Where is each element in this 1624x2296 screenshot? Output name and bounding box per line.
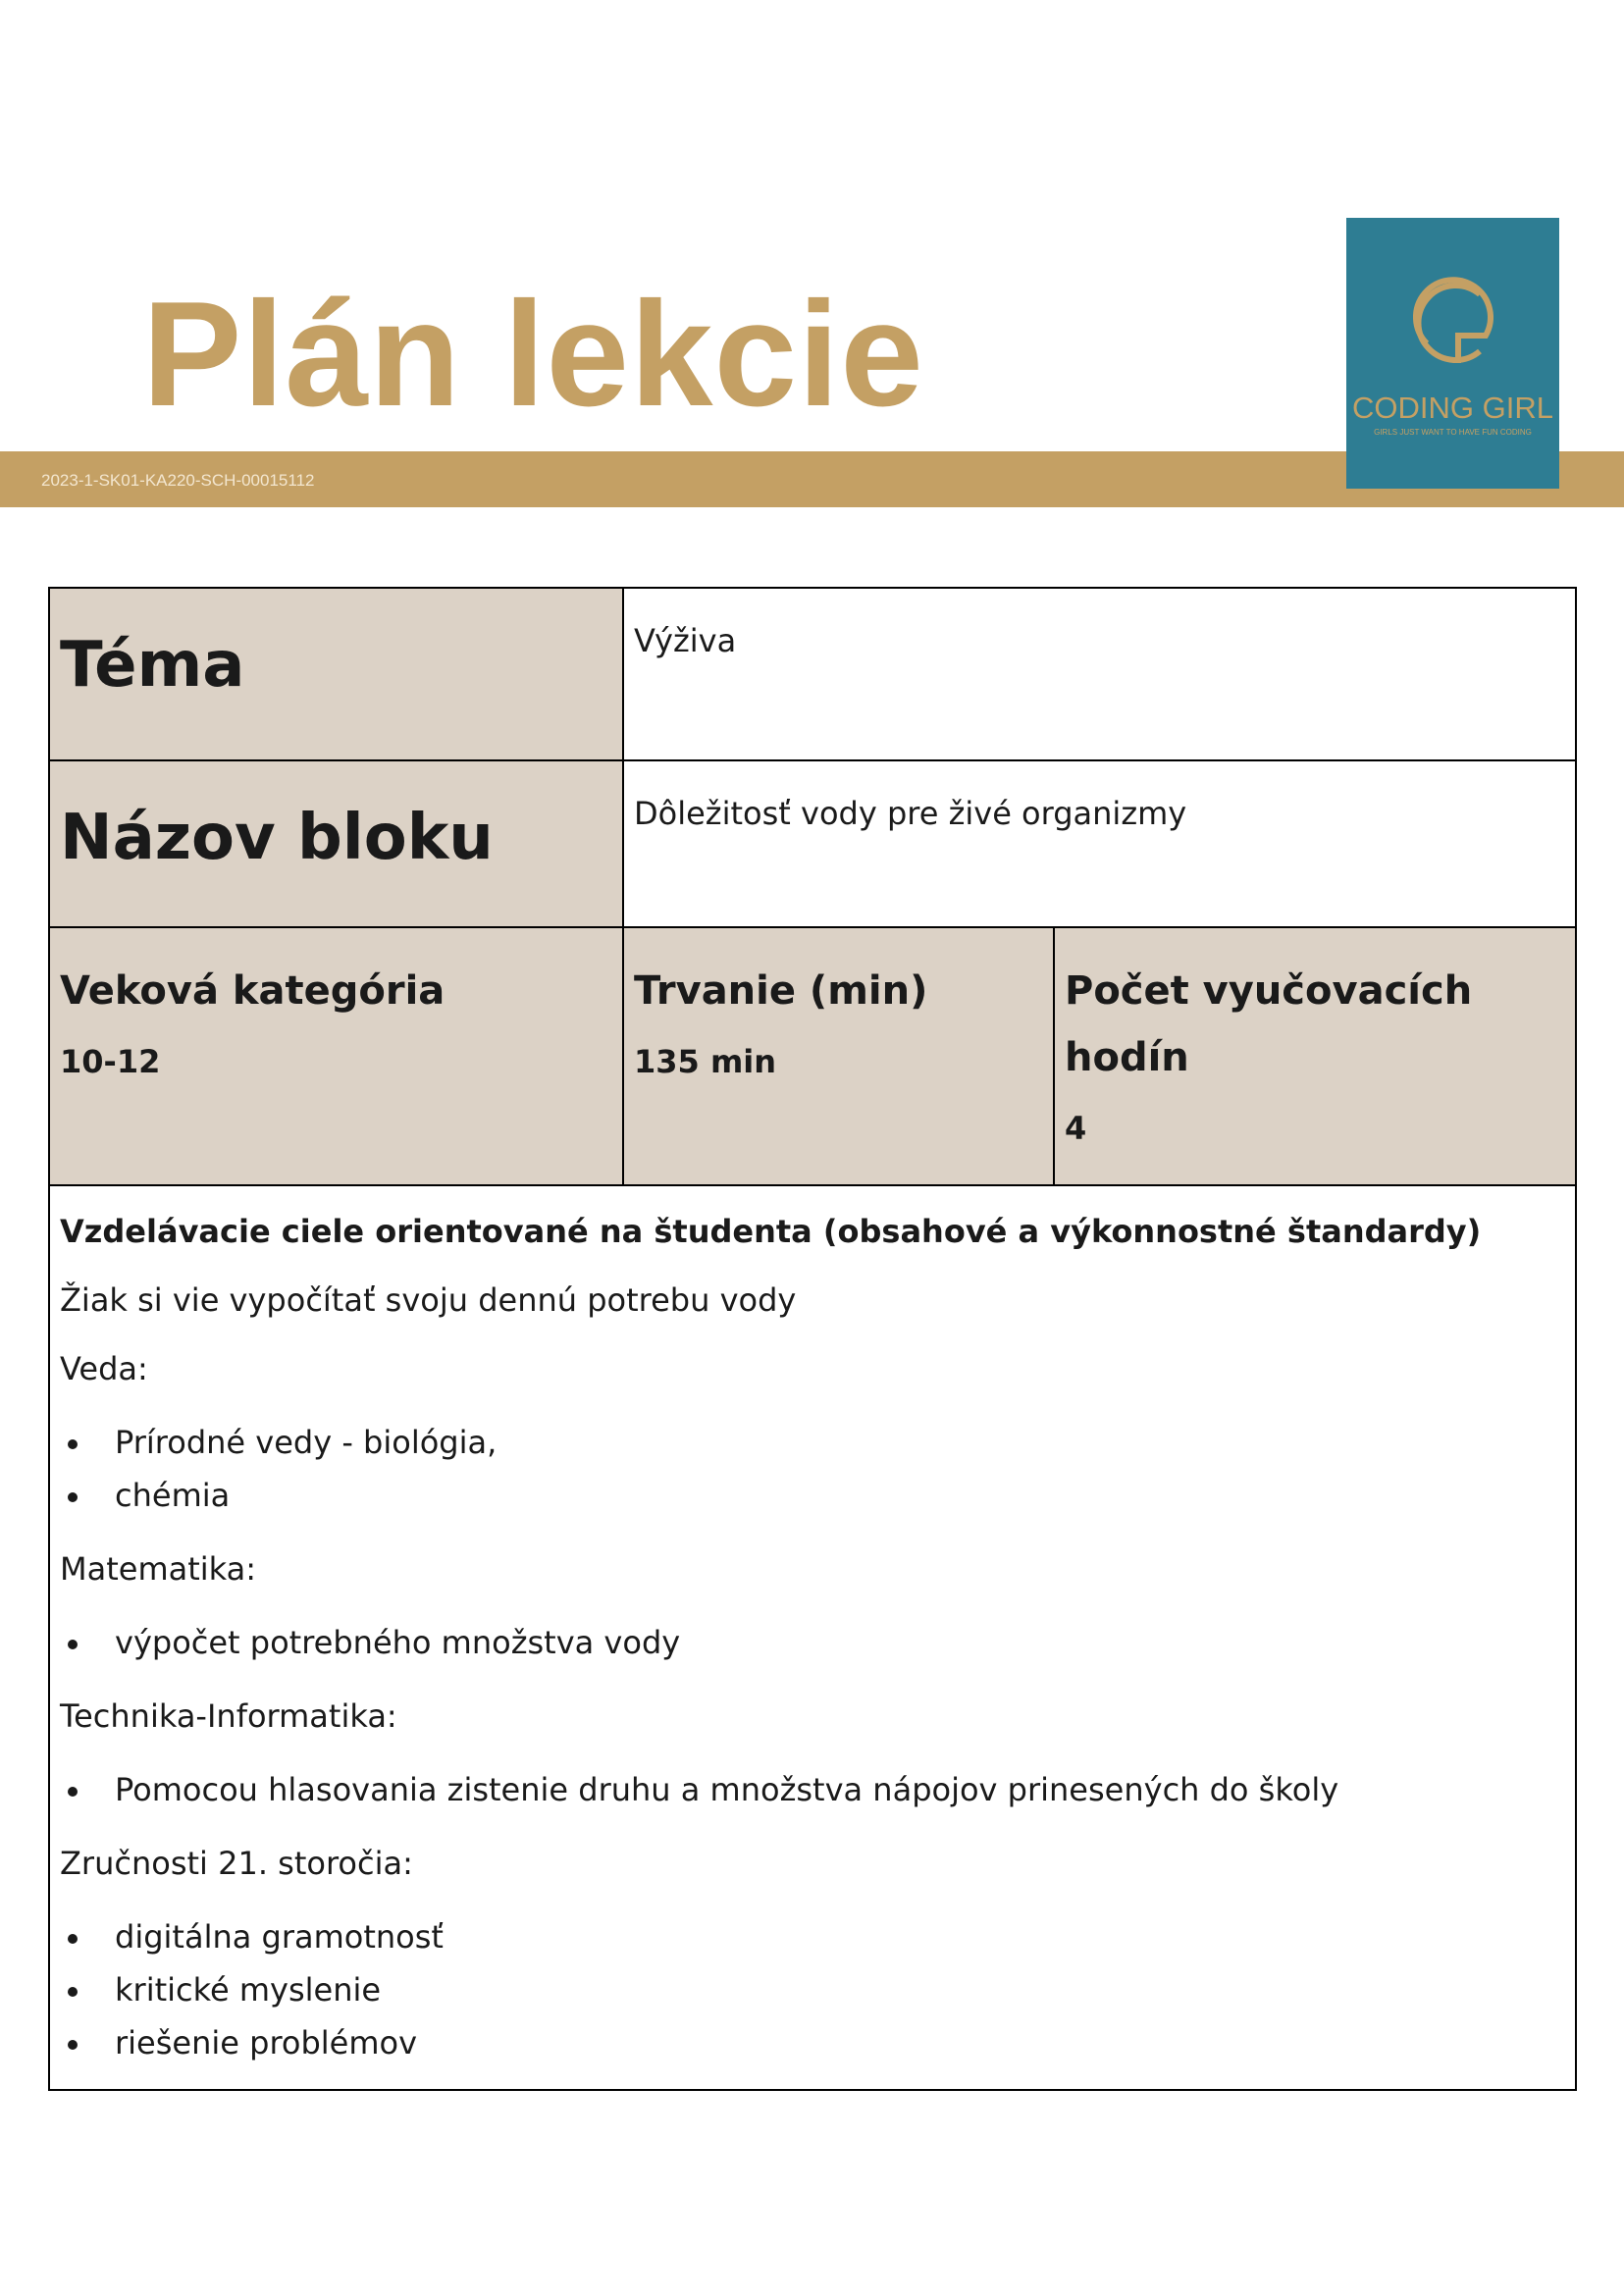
age-value: 10-12: [60, 1043, 161, 1080]
block-label: Názov bloku: [49, 760, 623, 927]
science-list: [60, 1416, 1565, 1522]
bullet-icon: [68, 1787, 78, 1797]
objectives-title: Vzdelávacie ciele orientované na študenta (obsahové a výkonnostné štandardy): [60, 1213, 1482, 1250]
lessons-cell: [1054, 927, 1576, 1185]
bullet-icon: [68, 1987, 78, 1997]
duration-value: 135 min: [634, 1043, 777, 1080]
list-item: digitálna gramotnosť: [60, 1910, 1565, 1963]
logo-name: CODING GIRL: [1352, 391, 1553, 425]
meta-row: [49, 927, 1576, 1185]
tech-list: [60, 1763, 1565, 1816]
list-item: výpočet potrebného množstva vody: [60, 1616, 1565, 1669]
list-item: Prírodné vedy - biológia,: [60, 1416, 1565, 1469]
block-row: [49, 760, 1576, 927]
topic-value: Výživa: [623, 588, 1576, 760]
bullet-icon: [68, 2040, 78, 2050]
bullet-icon: [68, 1439, 78, 1449]
list-item: kritické myslenie: [60, 1963, 1565, 2016]
tech-label: Technika-Informatika:: [60, 1697, 397, 1735]
bullet-icon: [68, 1934, 78, 1944]
lesson-plan-table: [48, 587, 1577, 2091]
topic-row: [49, 588, 1576, 760]
topic-label: Téma: [49, 588, 623, 760]
list-item: riešenie problémov: [60, 2016, 1565, 2069]
lessons-value: 4: [1065, 1110, 1087, 1147]
math-label: Matematika:: [60, 1550, 257, 1588]
objectives-row: [49, 1185, 1576, 2090]
page-title: Plán lekcie: [142, 271, 924, 438]
objectives-cell: [49, 1185, 1576, 2090]
cg-monogram-icon: [1399, 255, 1507, 383]
duration-cell: [623, 927, 1054, 1185]
block-value: Dôležitosť vody pre živé organizmy: [623, 760, 1576, 927]
objectives-intro: Žiak si vie vypočítať svoju dennú potrebu vody: [60, 1281, 797, 1319]
duration-label: Trvanie (min): [634, 968, 928, 1014]
list-item: Pomocou hlasovania zistenie druhu a množstva nápojov prinesených do školy: [60, 1763, 1565, 1816]
project-code: 2023-1-SK01-KA220-SCH-00015112: [41, 471, 315, 490]
math-list: [60, 1616, 1565, 1669]
logo-tagline: GIRLS JUST WANT TO HAVE FUN CODING: [1374, 428, 1532, 437]
lessons-label: Počet vyučovacích hodín: [1065, 968, 1473, 1080]
bullet-icon: [68, 1492, 78, 1502]
age-cell: [49, 927, 623, 1185]
list-item: chémia: [60, 1469, 1565, 1522]
science-label: Veda:: [60, 1350, 148, 1387]
skills-label: Zručnosti 21. storočia:: [60, 1845, 413, 1882]
skills-list: [60, 1910, 1565, 2069]
bullet-icon: [68, 1640, 78, 1649]
coding-girl-logo: [1346, 218, 1559, 489]
age-label: Veková kategória: [60, 968, 445, 1014]
